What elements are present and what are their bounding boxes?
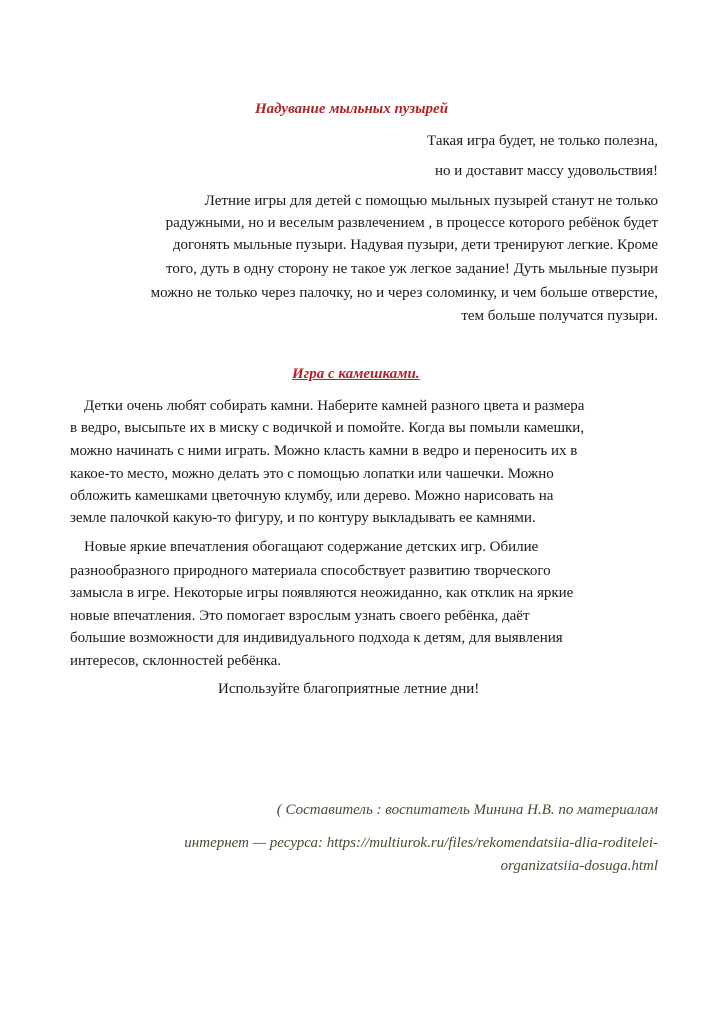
footer-line-1: ( Составитель : воспитатель Минина Н.В. по материалам bbox=[276, 802, 658, 818]
paragraph-line: догонять мыльные пузыри. Надувая пузыри, дети тренируют легкие. Кроме bbox=[172, 237, 658, 253]
paragraph-line: земле палочкой какую-то фигуру, и по контуру выкладывать ее камнями. bbox=[70, 510, 536, 526]
paragraph-line: тем больше получатся пузыри. bbox=[461, 308, 658, 324]
paragraph-line: замысла в игре. Некоторые игры появляются неожиданно, как отклик на яркие bbox=[70, 585, 574, 601]
paragraph-line: Детки очень любят собирать камни. Наберите камней разного цвета и размера bbox=[84, 398, 585, 414]
paragraph-line: можно не только через палочку, но и через соломинку, и чем больше отверстие, bbox=[150, 285, 658, 301]
paragraph-line: какое-то место, можно делать это с помощью лопатки или чашечки. Можно bbox=[70, 466, 554, 482]
closing-line: Используйте благоприятные летние дни! bbox=[218, 681, 480, 697]
paragraph-line: Летние игры для детей с помощью мыльных пузырей станут не только bbox=[204, 193, 658, 209]
paragraph-line: интересов, склонностей ребёнка. bbox=[70, 653, 281, 669]
section-title-pebbles: Игра с камешками. bbox=[292, 366, 420, 382]
paragraph-line: в ведро, высыпьте их в миску с водичкой и помойте. Когда вы помыли камешки, bbox=[70, 420, 585, 436]
section-title-soap-bubbles: Надувание мыльных пузырей bbox=[255, 101, 449, 117]
footer-line-2: интернет — ресурса: https://multiurok.ru/files/rekomendatsiia-dlia-roditelei- bbox=[184, 835, 658, 851]
paragraph-line: того, дуть в одну сторону не такое уж легкое задание! Дуть мыльные пузыри bbox=[166, 261, 658, 277]
epigraph-line-2: но и доставит массу удовольствия! bbox=[435, 163, 658, 179]
footer-line-3: organizatsiia-dosuga.html bbox=[500, 858, 658, 874]
paragraph-line: разнообразного природного материала способствует развитию творческого bbox=[70, 563, 551, 579]
paragraph-line: большие возможности для индивидуального подхода к детям, для выявления bbox=[70, 630, 563, 646]
paragraph-line: радужными, но и веселым развлечением , в процессе которого ребёнок будет bbox=[165, 215, 658, 231]
paragraph-line: Новые яркие впечатления обогащают содержание детских игр. Обилие bbox=[84, 539, 539, 555]
epigraph-line-1: Такая игра будет, не только полезна, bbox=[427, 133, 658, 149]
paragraph-line: новые впечатления. Это помогает взрослым узнать своего ребёнка, даёт bbox=[70, 608, 530, 624]
paragraph-line: обложить камешками цветочную клумбу, или дерево. Можно нарисовать на bbox=[70, 488, 554, 504]
paragraph-line: можно начинать с ними играть. Можно класть камни в ведро и переносить их в bbox=[70, 443, 578, 459]
